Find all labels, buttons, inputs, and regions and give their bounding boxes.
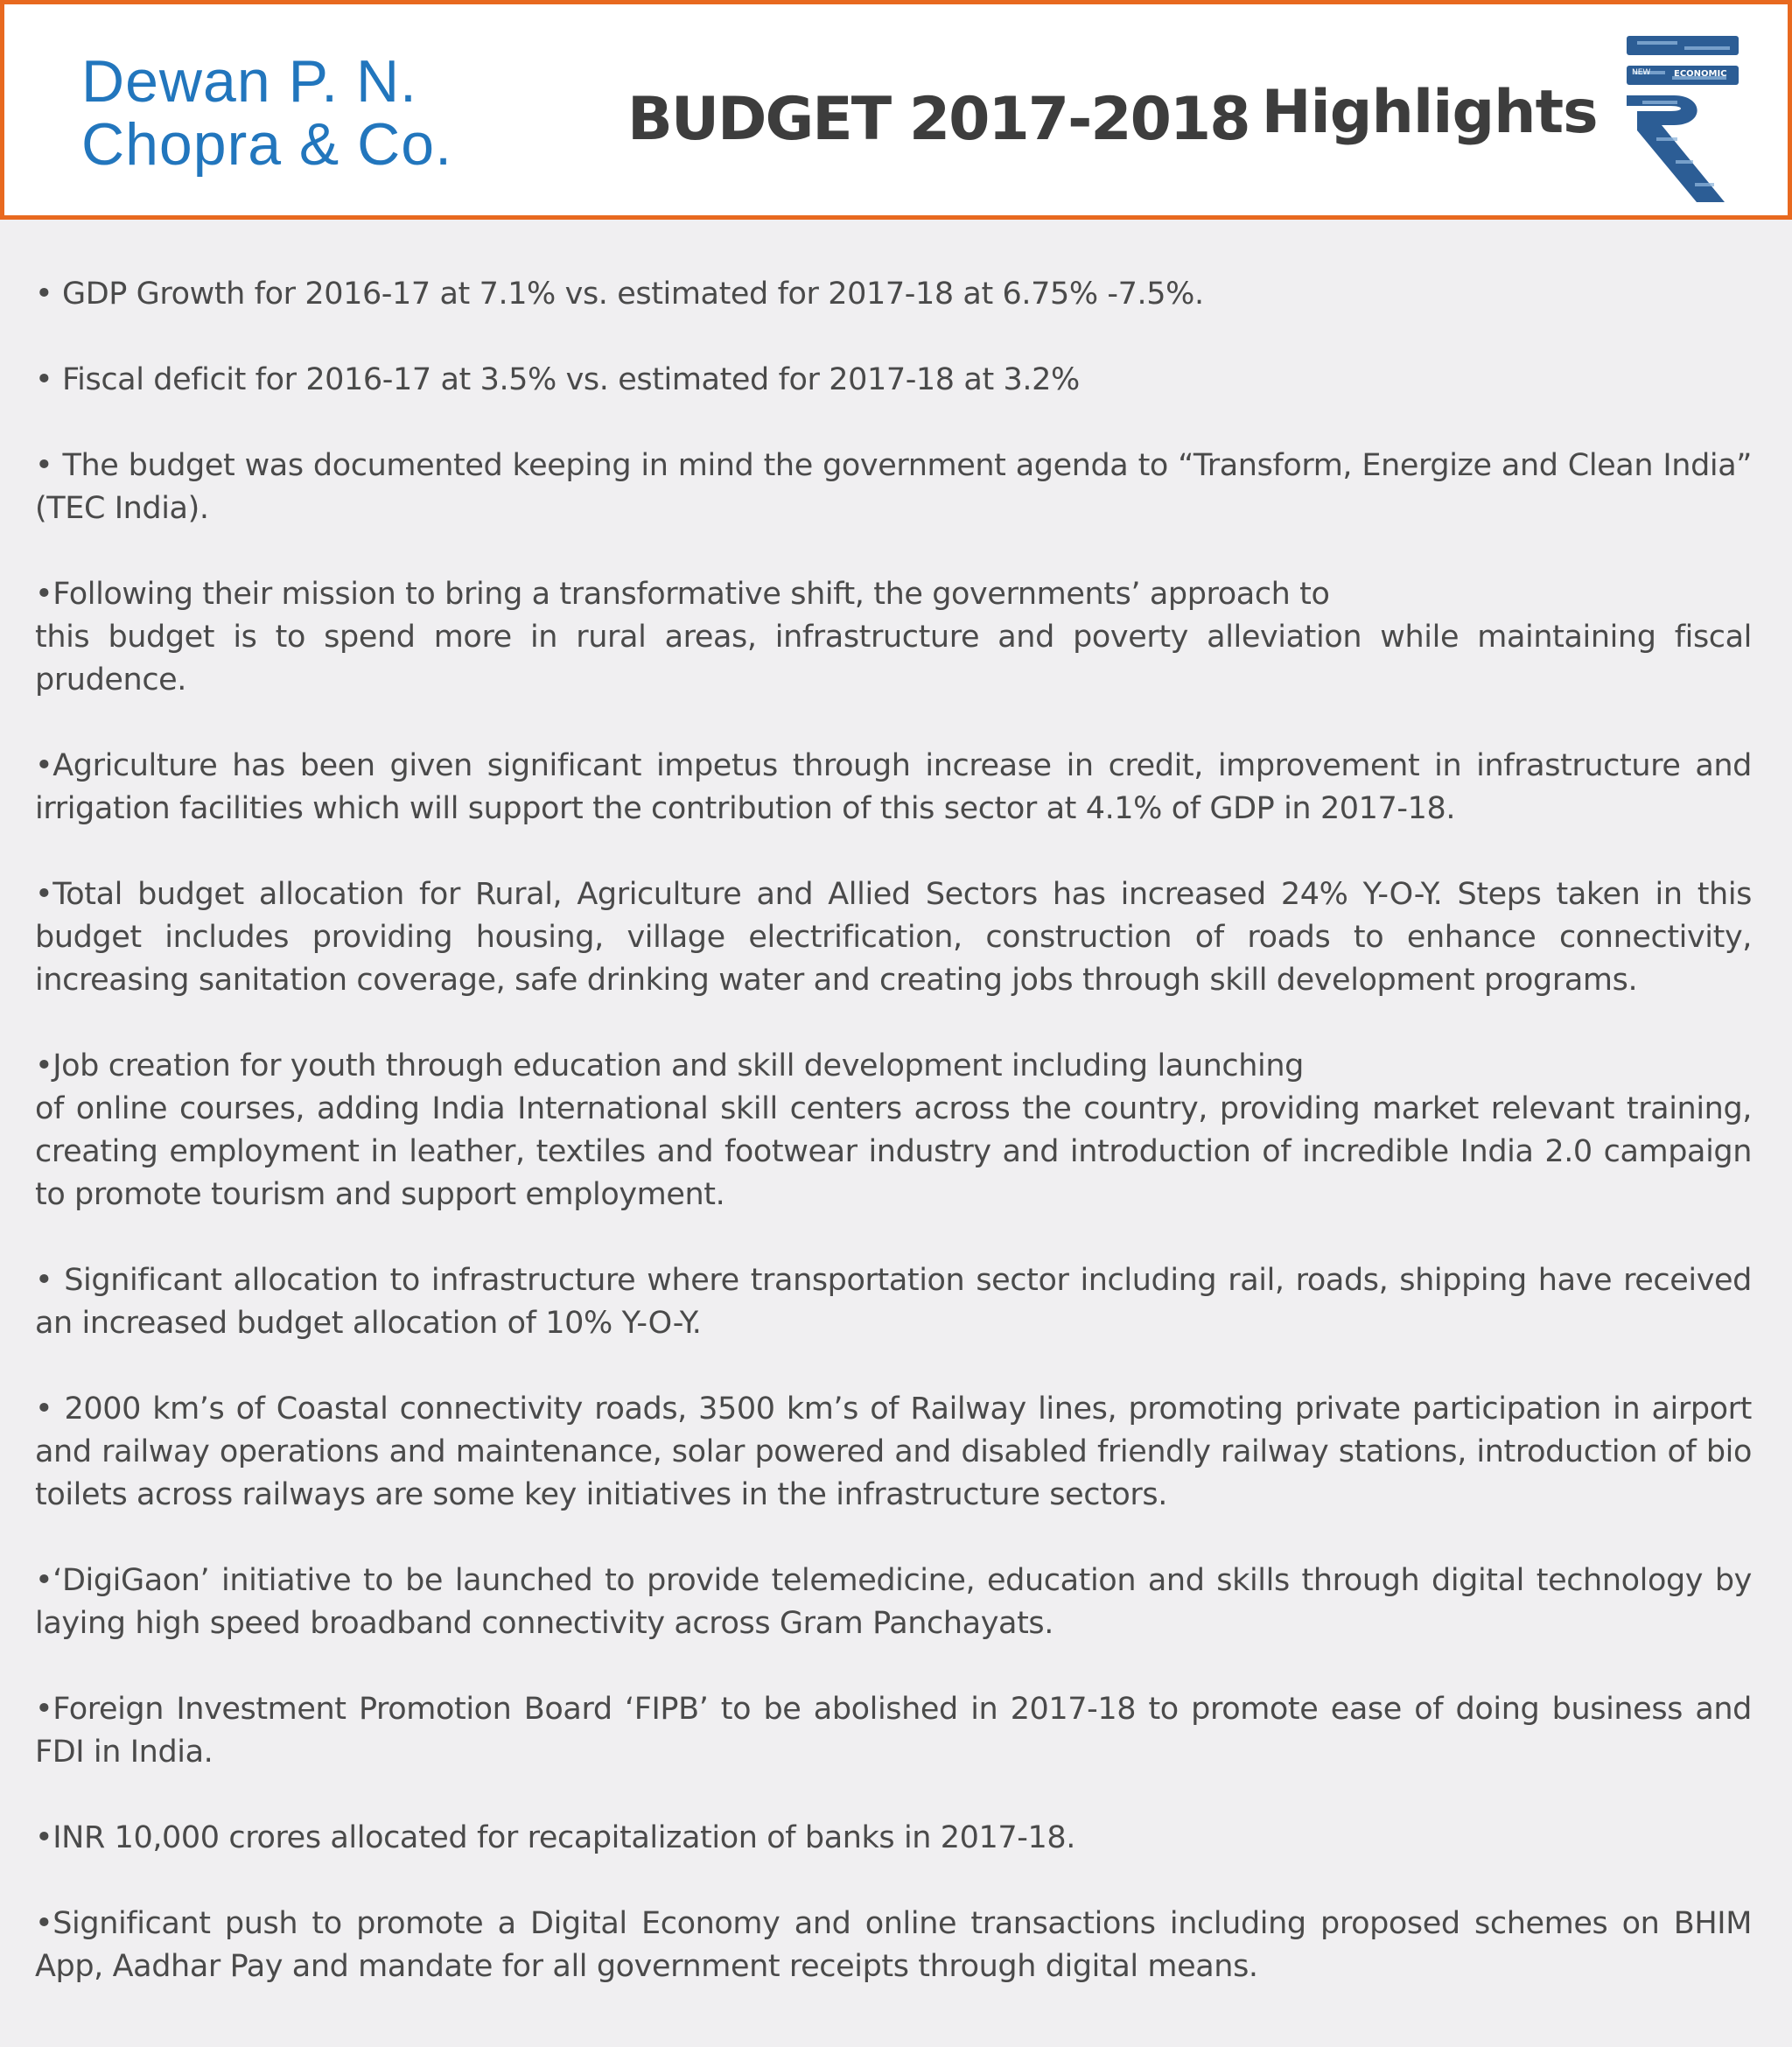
company-logo	[81, 50, 501, 181]
highlight-digital-economy: •Significant push to promote a Digital Economy and online transactions including proposed schemes on BHIM App, Aadhar Pay and mandate for all government receipts through digital means.	[35, 1906, 1752, 1984]
company-name-line1: Dewan P. N.	[81, 48, 417, 115]
highlight-connectivity: • 2000 km’s of Coastal connectivity roads, 3500 km’s of Railway lines, promoting private participation in airport and railway operations and maintenance, solar powered and disabled friendly railway stations, introduction of bio toilets across railways are some key initiatives in the infrastructure sectors.	[35, 1392, 1752, 1512]
highlight-infrastructure: • Significant allocation to infrastructure where transportation sector including rail, roads, shipping have received an increased budget allocation of 10% Y-O-Y.	[35, 1263, 1752, 1341]
highlight-fiscal-deficit: • Fiscal deficit for 2016-17 at 3.5% vs. estimated for 2017-18 at 3.2%	[35, 362, 1080, 397]
page-title	[627, 78, 1598, 164]
highlight-rural-allocation: •Total budget allocation for Rural, Agriculture and Allied Sectors has increased 24% Y-O-Y. Steps taken in this budget includes providing housing, village electrification, construction of roads to enhance connectivity, increasing sanitation coverage, safe drinking water and creating jobs through skill development programs.	[35, 877, 1752, 998]
rupee-logo-word-new: NEW	[1632, 68, 1651, 77]
highlight-mission: •Following their mission to bring a transformative shift, the governments’ approach to this budget is to spend more in rural areas, infrastructure and poverty alleviation while maintaining fiscal prudence.	[35, 577, 1752, 698]
company-name-line2: Chopra & Co.	[81, 111, 452, 178]
title-sub: Highlights	[1261, 78, 1598, 147]
highlight-agriculture: •Agriculture has been given significant impetus through increase in credit, improvement in infrastructure and irrigation facilities which will support the contribution of this sector at 4.1% of GDP in 2017-18.	[35, 748, 1752, 826]
highlights-list	[35, 273, 1752, 2031]
highlight-digigaon: •‘DigiGaon’ initiative to be launched to provide telemedicine, education and skills through digital technology by laying high speed broadband connectivity across Gram Panchayats.	[35, 1563, 1752, 1641]
highlight-job-creation: •Job creation for youth through education and skill development including launching of online courses, adding India International skill centers across the country, providing market relevant training, creating employment in leather, textiles and footwear industry and introduction of incredible India 2.0 campaign to promote tourism and support employment.	[35, 1048, 1752, 1212]
rupee-symbol-icon	[1621, 27, 1744, 211]
highlight-gdp-growth: • GDP Growth for 2016-17 at 7.1% vs. estimated for 2017-18 at 6.75% -7.5%.	[35, 277, 1204, 312]
header-banner	[0, 0, 1792, 220]
highlight-bank-recapitalization: •INR 10,000 crores allocated for recapitalization of banks in 2017-18.	[35, 1820, 1075, 1855]
highlight-fipb: •Foreign Investment Promotion Board ‘FIPB’ to be abolished in 2017-18 to promote ease of doing business and FDI in India.	[35, 1692, 1752, 1770]
highlight-tec-india: • The budget was documented keeping in mind the government agenda to “Transform, Energize and Clean India” (TEC India).	[35, 448, 1752, 526]
rupee-logo-word-economic: ECONOMIC	[1674, 69, 1727, 79]
title-main: BUDGET 2017-2018	[627, 85, 1250, 154]
